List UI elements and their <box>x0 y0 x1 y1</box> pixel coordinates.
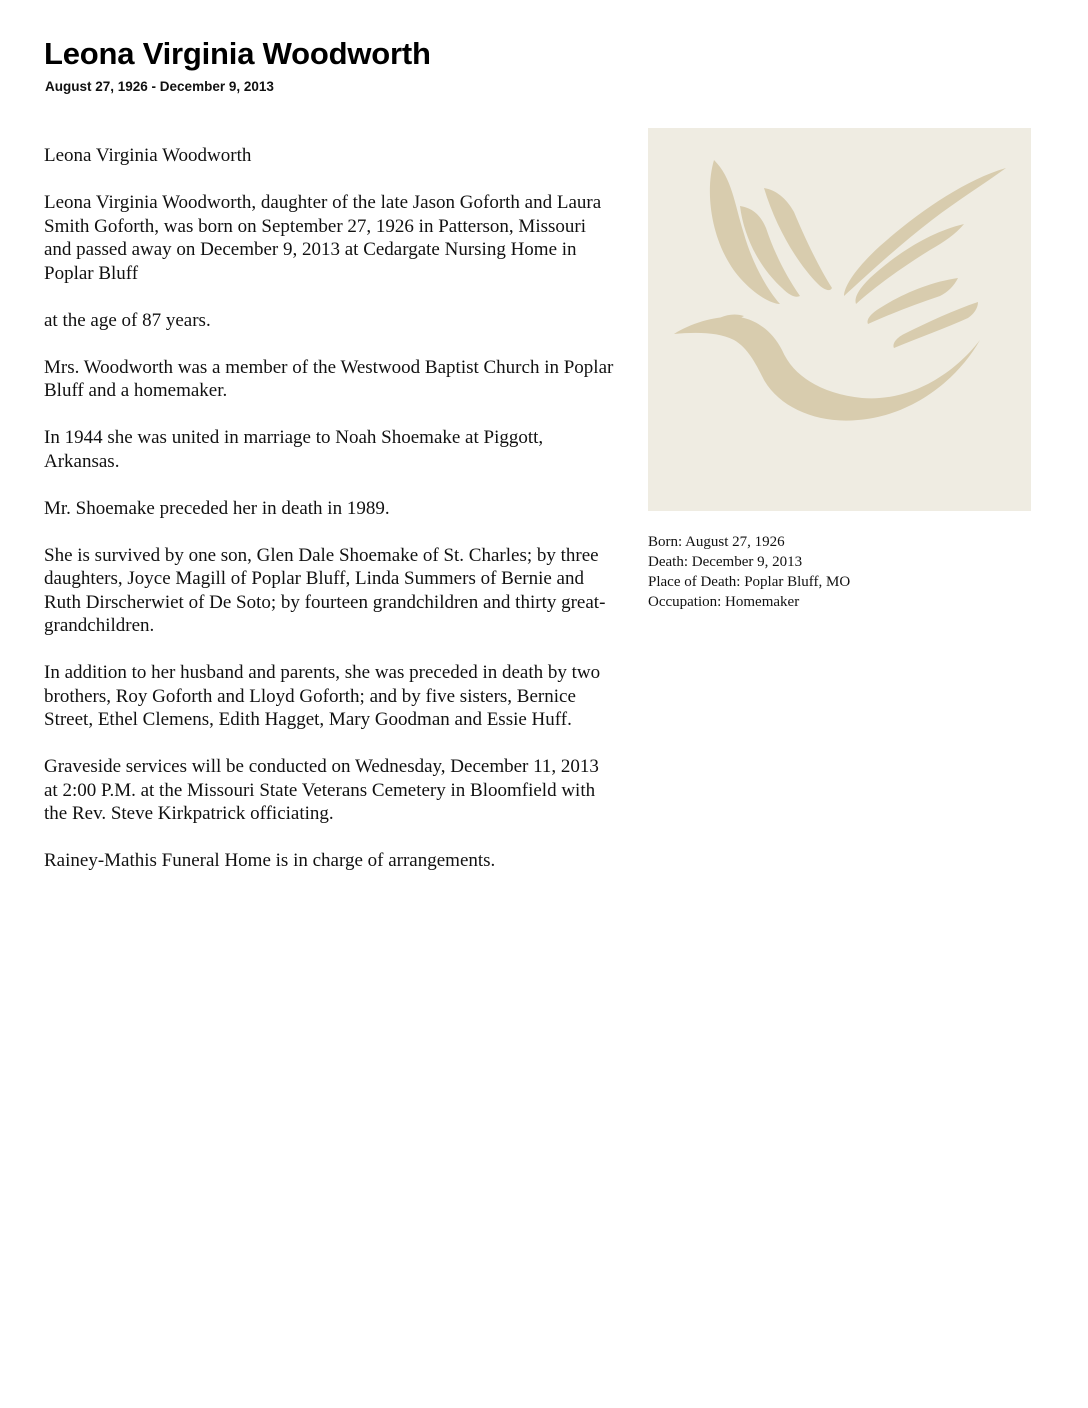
obituary-paragraph: Graveside services will be conducted on Wednesday, December 11, 2013 at 2:00 P.M. at the Missouri State Veterans Cemetery in Bloomfield with the Rev. Steve Kirkpatrick officiating. <box>44 756 599 824</box>
obituary-paragraph: In 1944 she was united in marriage to Noah Shoemake at Piggott, Arkansas. <box>44 427 544 472</box>
death-date: Death: December 9, 2013 <box>648 554 803 570</box>
obituary-paragraph: Leona Virginia Woodworth <box>44 145 252 166</box>
life-dates: August 27, 1926 - December 9, 2013 <box>45 79 274 94</box>
vital-details <box>648 532 850 612</box>
obituary-paragraph: Leona Virginia Woodworth, daughter of the late Jason Goforth and Laura Smith Goforth, was born on September 27, 1926 in Patterson, Missouri and passed away on December 9, 2013 at Cedargate Nursing Home in Poplar Bluff <box>44 192 602 284</box>
page-title: Leona Virginia Woodworth <box>44 36 431 71</box>
obituary-paragraph: Mrs. Woodworth was a member of the Westwood Baptist Church in Poplar Bluff and a homemaker. <box>44 356 614 401</box>
obituary-paragraph: Mr. Shoemake preceded her in death in 1989. <box>44 497 390 519</box>
place-of-death: Place of Death: Poplar Bluff, MO <box>648 574 851 590</box>
occupation: Occupation: Homemaker <box>648 594 800 610</box>
obituary-text <box>44 144 614 896</box>
obituary-paragraph: at the age of 87 years. <box>44 309 211 331</box>
obituary-paragraph: She is survived by one son, Glen Dale Shoemake of St. Charles; by three daughters, Joyce Magill of Poplar Bluff, Linda Summers of Bernie and Ruth Dirscherwiet of De Soto; by fourteen grandchildren and thirty great-grandchildren. <box>44 544 606 636</box>
dove-icon <box>648 128 1031 511</box>
obituary-paragraph: In addition to her husband and parents, she was preceded in death by two brothers, Roy Goforth and Lloyd Goforth; and by five sisters, Bernice Street, Ethel Clemens, Edith Hagget, Mary Goodman and Essie Huff. <box>44 662 601 730</box>
obituary-paragraph: Rainey-Mathis Funeral Home is in charge of arrangements. <box>44 850 496 871</box>
born-date: Born: August 27, 1926 <box>648 534 785 550</box>
memorial-image <box>648 128 1031 511</box>
